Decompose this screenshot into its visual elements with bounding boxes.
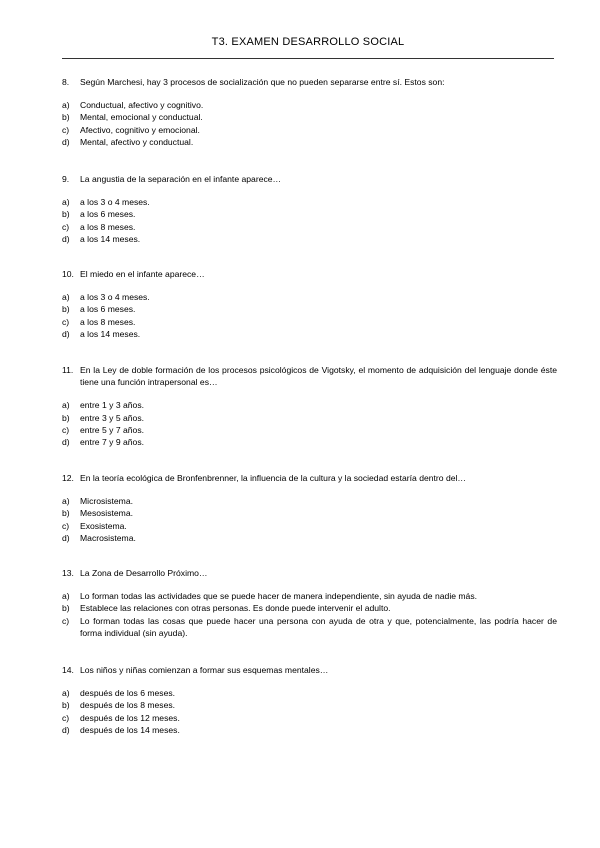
option-letter: d): [62, 724, 70, 735]
question-13: [62, 567, 557, 639]
option-letter: a): [62, 197, 70, 208]
option-letter: b): [62, 209, 70, 220]
option-text: Conductual, afectivo y cognitivo.: [80, 100, 204, 111]
question-text: En la Ley de doble formación de los procesos psicológicos de Vigotsky, el momento de adquisición del lenguaje donde éste tiene una función intrapersonal es…: [80, 365, 557, 388]
option-letter: d): [62, 233, 70, 244]
option-letter: b): [62, 508, 70, 519]
option-a: [62, 590, 557, 602]
option-b: [62, 208, 557, 220]
option-text: Afectivo, cognitivo y emocional.: [80, 124, 200, 135]
question-number: 14.: [62, 665, 74, 675]
option-text: entre 7 y 9 años.: [80, 437, 145, 448]
question-14: [62, 664, 557, 736]
question-stem: [62, 173, 557, 185]
option-text: Microsistema.: [80, 496, 134, 507]
option-text: a los 6 meses.: [80, 304, 136, 315]
option-text: Lo forman todas las cosas que puede hacer una persona con ayuda de otra y que, potencialmente, las podría hacer de forma individual (sin ayuda).: [80, 615, 557, 638]
option-letter: a): [62, 496, 70, 507]
option-list: [62, 495, 557, 544]
question-stem: [62, 472, 557, 484]
option-text: a los 14 meses.: [80, 233, 141, 244]
question-number: 8.: [62, 77, 70, 87]
option-b: [62, 412, 557, 424]
option-c: [62, 520, 557, 532]
option-list: [62, 196, 557, 245]
question-number: 10.: [62, 269, 74, 279]
option-text: Establece las relaciones con otras personas. Es donde puede intervenir el adulto.: [80, 603, 391, 614]
option-letter: b): [62, 304, 70, 315]
option-text: entre 5 y 7 años.: [80, 424, 145, 435]
option-c: [62, 124, 557, 136]
question-number: 9.: [62, 174, 70, 184]
option-a: [62, 687, 557, 699]
option-letter: b): [62, 603, 70, 614]
option-letter: a): [62, 400, 70, 411]
option-letter: b): [62, 412, 70, 423]
option-d: [62, 328, 557, 340]
option-a: [62, 495, 557, 507]
option-letter: b): [62, 700, 70, 711]
option-letter: a): [62, 100, 70, 111]
option-d: [62, 724, 557, 736]
option-letter: d): [62, 136, 70, 147]
option-b: [62, 602, 557, 614]
question-9: [62, 173, 557, 245]
question-number: 13.: [62, 568, 74, 578]
option-letter: a): [62, 591, 70, 602]
option-d: [62, 233, 557, 245]
option-text: a los 14 meses.: [80, 328, 141, 339]
option-text: Mental, afectivo y conductual.: [80, 136, 194, 147]
question-text: En la teoría ecológica de Bronfenbrenner, la influencia de la cultura y la sociedad estaría dentro del…: [80, 473, 467, 483]
question-stem: [62, 664, 557, 676]
option-text: a los 3 o 4 meses.: [80, 197, 150, 208]
option-d: [62, 136, 557, 148]
option-text: Exosistema.: [80, 520, 127, 531]
option-letter: c): [62, 124, 70, 135]
question-stem: [62, 76, 557, 88]
option-letter: a): [62, 688, 70, 699]
option-letter: a): [62, 292, 70, 303]
header-divider: [62, 58, 554, 59]
option-letter: d): [62, 328, 70, 339]
question-stem: [62, 567, 557, 579]
question-number: 12.: [62, 473, 74, 483]
question-number: 11.: [62, 365, 74, 375]
option-d: [62, 532, 557, 544]
option-b: [62, 699, 557, 711]
option-letter: c): [62, 221, 70, 232]
option-list: [62, 291, 557, 340]
option-b: [62, 303, 557, 315]
option-letter: d): [62, 437, 70, 448]
option-text: Macrosistema.: [80, 532, 136, 543]
question-stem: [62, 364, 557, 388]
option-a: [62, 399, 557, 411]
option-letter: b): [62, 112, 70, 123]
question-text: Los niños y niñas comienzan a formar sus esquemas mentales…: [80, 665, 329, 675]
option-text: entre 1 y 3 años.: [80, 400, 145, 411]
option-a: [62, 196, 557, 208]
option-b: [62, 507, 557, 519]
option-letter: c): [62, 424, 70, 435]
option-letter: d): [62, 532, 70, 543]
question-12: [62, 472, 557, 544]
option-text: Mesosistema.: [80, 508, 134, 519]
option-c: [62, 221, 557, 233]
question-8: [62, 76, 557, 148]
option-a: [62, 99, 557, 111]
option-text: después de los 8 meses.: [80, 700, 176, 711]
question-stem: [62, 268, 557, 280]
option-text: a los 8 meses.: [80, 316, 136, 327]
option-c: [62, 712, 557, 724]
option-c: [62, 316, 557, 328]
option-text: entre 3 y 5 años.: [80, 412, 145, 423]
option-c: [62, 424, 557, 436]
option-letter: c): [62, 615, 70, 626]
option-c: [62, 615, 557, 639]
option-list: [62, 399, 557, 448]
option-text: Mental, emocional y conductual.: [80, 112, 203, 123]
option-letter: c): [62, 316, 70, 327]
option-list: [62, 687, 557, 736]
option-a: [62, 291, 557, 303]
question-text: La Zona de Desarrollo Próximo…: [80, 568, 208, 578]
option-text: a los 8 meses.: [80, 221, 136, 232]
option-list: [62, 590, 557, 639]
option-text: Lo forman todas las actividades que se puede hacer de manera independiente, sin ayuda de nadie más.: [80, 591, 478, 602]
option-letter: c): [62, 712, 70, 723]
option-text: después de los 14 meses.: [80, 724, 180, 735]
option-text: después de los 12 meses.: [80, 712, 180, 723]
question-text: La angustia de la separación en el infante aparece…: [80, 174, 282, 184]
option-text: después de los 6 meses.: [80, 688, 176, 699]
option-letter: c): [62, 520, 70, 531]
question-text: El miedo en el infante aparece…: [80, 269, 205, 279]
question-11: [62, 364, 557, 448]
option-list: [62, 99, 557, 148]
option-text: a los 3 o 4 meses.: [80, 292, 150, 303]
option-d: [62, 436, 557, 448]
question-10: [62, 268, 557, 340]
option-b: [62, 111, 557, 123]
option-text: a los 6 meses.: [80, 209, 136, 220]
page-header: T3. EXAMEN DESARROLLO SOCIAL: [211, 36, 405, 48]
question-text: Según Marchesi, hay 3 procesos de socialización que no pueden separarse entre sí. Estos son:: [80, 77, 445, 87]
